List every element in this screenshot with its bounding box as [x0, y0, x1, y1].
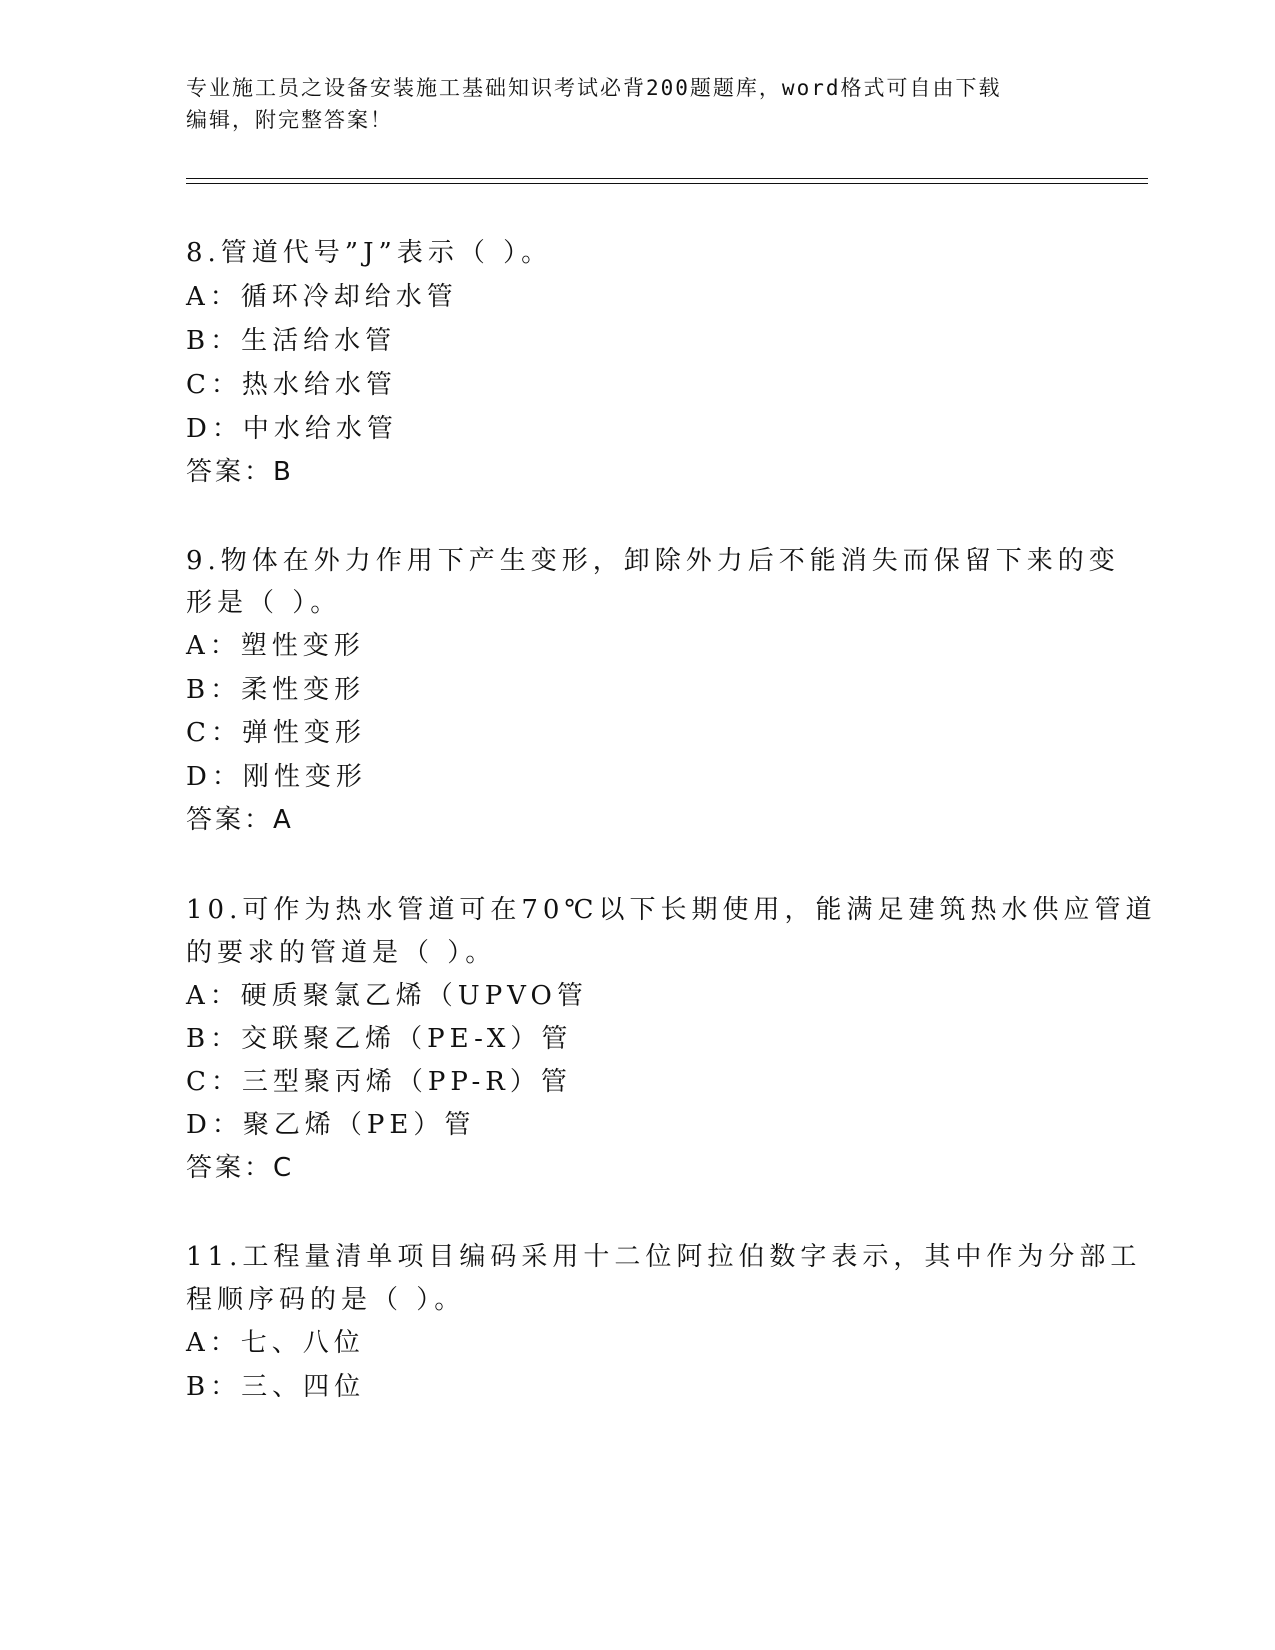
question-option: C：三型聚丙烯（PP-R）管: [186, 1067, 572, 1097]
question-answer: 答案：B: [186, 457, 294, 487]
question-option: A：七、八位: [186, 1328, 365, 1358]
question-option: A：循环冷却给水管: [186, 282, 458, 312]
question-answer: 答案：C: [186, 1153, 295, 1183]
question-option: B：生活给水管: [186, 326, 397, 356]
header-divider-top: [186, 178, 1148, 179]
question-option: B：柔性变形: [186, 675, 366, 705]
question-option: D：刚性变形: [186, 762, 367, 792]
question-option: A：硬质聚氯乙烯（UPVO管: [186, 981, 588, 1011]
header-line-1: 专业施工员之设备安装施工基础知识考试必背200题题库，word格式可自由下载: [186, 76, 1002, 100]
question-stem: 11.工程量清单项目编码采用十二位阿拉伯数字表示，其中作为分部工: [186, 1242, 1142, 1272]
question-option: D：聚乙烯（PE）管: [186, 1110, 476, 1140]
question-stem: 程顺序码的是（ ）。: [186, 1285, 466, 1315]
question-option: B：交联聚乙烯（PE-X）管: [186, 1024, 573, 1054]
question-answer: 答案：A: [186, 805, 294, 835]
document-header: [186, 72, 1086, 136]
question-option: D：中水给水管: [186, 414, 398, 444]
question-stem: 的要求的管道是（ ）。: [186, 938, 497, 968]
question-stem: 形是（ ）。: [186, 588, 342, 618]
question-option: A：塑性变形: [186, 631, 365, 661]
question-option: B：三、四位: [186, 1372, 366, 1402]
question-option: C：热水给水管: [186, 370, 397, 400]
question-stem: 8.管道代号”J”表示（ ）。: [186, 238, 553, 268]
question-option: C：弹性变形: [186, 718, 366, 748]
header-line-2: 编辑，附完整答案！: [186, 108, 393, 132]
question-stem: 10.可作为热水管道可在70℃以下长期使用，能满足建筑热水供应管道: [186, 895, 1157, 925]
header-divider-bottom: [186, 183, 1148, 184]
question-stem: 9.物体在外力作用下产生变形，卸除外力后不能消失而保留下来的变: [186, 546, 1120, 576]
